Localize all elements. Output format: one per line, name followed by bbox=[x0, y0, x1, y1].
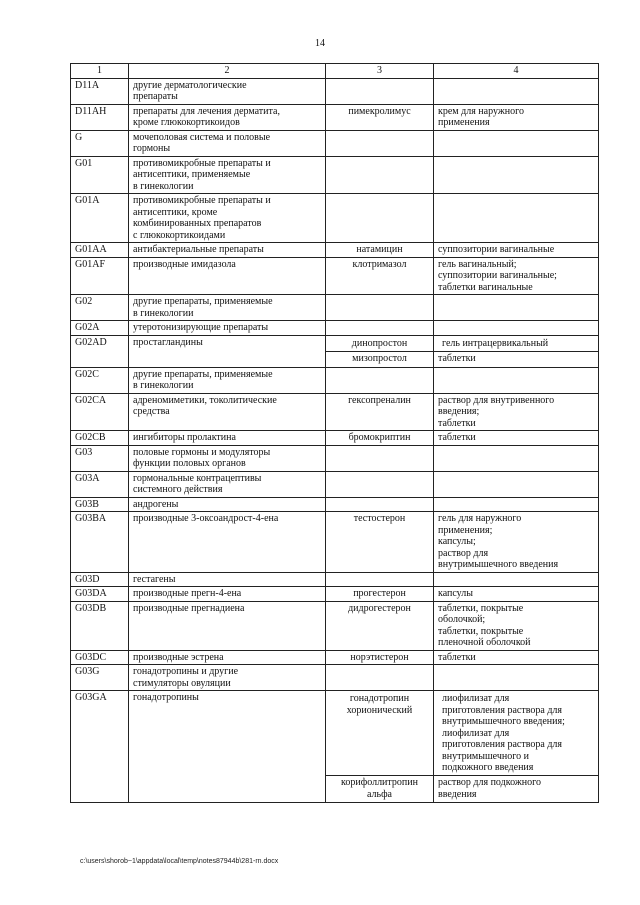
dosage-form-cell bbox=[434, 295, 599, 321]
atc-code-cell: G03G bbox=[71, 665, 129, 691]
dosage-form-line: раствор для подкожного bbox=[438, 777, 541, 788]
group-name-line: производные прегн-4-ена bbox=[133, 588, 242, 599]
table-row bbox=[71, 572, 599, 587]
atc-code-cell: G03DA bbox=[71, 587, 129, 602]
dosage-form-line: лиофилизат для bbox=[442, 693, 510, 704]
inn-line: прогестерон bbox=[353, 588, 406, 599]
dosage-form-line: таблетки bbox=[438, 352, 476, 364]
inn-line: гексопреналин bbox=[348, 394, 411, 406]
dosage-form-cell bbox=[434, 665, 599, 691]
atc-code-cell: G03 bbox=[71, 445, 129, 471]
group-name-line: адреномиметики, токолитические bbox=[133, 394, 277, 406]
group-name-line: антисептики, кроме bbox=[133, 206, 218, 218]
group-name-line: мочеполовая система и половые bbox=[133, 131, 271, 143]
dosage-form-entry bbox=[438, 337, 594, 351]
dosage-form-cell bbox=[434, 194, 599, 243]
inn-line: динопростон bbox=[351, 337, 408, 349]
dosage-form-line: капсулы; bbox=[438, 536, 476, 547]
dosage-form-cell bbox=[434, 587, 599, 602]
dosage-form-cell bbox=[434, 650, 599, 665]
dosage-form-line: оболочкой; bbox=[438, 614, 486, 625]
table-row bbox=[71, 431, 599, 446]
group-name-line: функции половых органов bbox=[133, 458, 246, 469]
inn-cell bbox=[326, 321, 434, 336]
dosage-form-line: лиофилизат для bbox=[442, 727, 510, 739]
inn-entry bbox=[330, 588, 429, 600]
inn-cell bbox=[326, 497, 434, 512]
column-header-2: 2 bbox=[129, 64, 326, 79]
inn-line: бромокриптин bbox=[348, 432, 411, 443]
inn-entry bbox=[330, 244, 429, 256]
dosage-form-cell bbox=[434, 512, 599, 573]
dosage-form-line: таблетки вагинальные bbox=[438, 281, 533, 293]
inn-cell bbox=[326, 156, 434, 194]
dosage-form-line: внутримышечного введения bbox=[438, 559, 559, 570]
inn-cell bbox=[326, 587, 434, 602]
dosage-form-entry bbox=[438, 652, 594, 664]
dosage-form-line: капсулы bbox=[438, 588, 473, 599]
table-row bbox=[71, 471, 599, 497]
group-name-cell bbox=[129, 393, 326, 431]
group-name-line: производные эстрена bbox=[133, 651, 224, 663]
dosage-form-entry bbox=[434, 351, 598, 366]
group-name-cell bbox=[129, 691, 326, 803]
group-name-line: антибактериальные препараты bbox=[133, 244, 264, 255]
atc-code-cell: G03A bbox=[71, 471, 129, 497]
inn-line: мизопростол bbox=[352, 352, 407, 364]
dosage-form-line: раствор для bbox=[438, 547, 489, 559]
dosage-form-line: таблетки bbox=[438, 651, 476, 663]
group-name-cell bbox=[129, 471, 326, 497]
group-name-cell bbox=[129, 601, 326, 650]
dosage-form-cell bbox=[434, 243, 599, 258]
dosage-form-line: введения bbox=[438, 788, 477, 800]
inn-cell bbox=[326, 650, 434, 665]
group-name-line: другие дерматологические bbox=[133, 79, 247, 91]
group-name-cell bbox=[129, 587, 326, 602]
inn-entry bbox=[330, 337, 429, 351]
inn-cell bbox=[326, 431, 434, 446]
inn-line: норэтистерон bbox=[350, 651, 409, 663]
inn-line: альфа bbox=[367, 788, 392, 800]
group-name-cell bbox=[129, 156, 326, 194]
group-name-line: комбинированных препаратов bbox=[133, 218, 262, 229]
group-name-line: половые гормоны и модуляторы bbox=[133, 446, 271, 458]
dosage-form-line: крем для наружного bbox=[438, 105, 524, 117]
table-row bbox=[71, 512, 599, 573]
inn-line: тестостерон bbox=[353, 513, 406, 524]
atc-code-cell: G02CA bbox=[71, 393, 129, 431]
inn-entry bbox=[330, 395, 429, 407]
atc-code-cell: G03DC bbox=[71, 650, 129, 665]
group-name-cell bbox=[129, 650, 326, 665]
group-name-line: стимуляторы овуляции bbox=[133, 677, 231, 689]
inn-line: клотримазол bbox=[352, 258, 407, 270]
inn-cell bbox=[326, 194, 434, 243]
group-name-line: средства bbox=[133, 406, 170, 417]
group-name-cell bbox=[129, 335, 326, 367]
inn-entry bbox=[330, 513, 429, 525]
dosage-form-cell bbox=[434, 321, 599, 336]
dosage-form-cell bbox=[434, 257, 599, 295]
atc-code-cell: G03DB bbox=[71, 601, 129, 650]
group-name-cell bbox=[129, 257, 326, 295]
table-header-row bbox=[71, 64, 599, 79]
dosage-form-line: введения; bbox=[438, 406, 480, 417]
group-name-cell bbox=[129, 431, 326, 446]
table-row bbox=[71, 156, 599, 194]
inn-entry bbox=[330, 692, 429, 775]
group-name-cell bbox=[129, 295, 326, 321]
group-name-cell bbox=[129, 321, 326, 336]
atc-code-cell: G02C bbox=[71, 367, 129, 393]
group-name-cell bbox=[129, 104, 326, 130]
dosage-form-line: приготовления раствора для bbox=[442, 704, 562, 716]
group-name-line: другие препараты, применяемые bbox=[133, 368, 273, 380]
atc-code-cell: G01A bbox=[71, 194, 129, 243]
group-name-line: кроме глюкокортикоидов bbox=[133, 117, 240, 128]
atc-code-cell: D11A bbox=[71, 78, 129, 104]
inn-cell bbox=[326, 295, 434, 321]
inn-line: гонадотропин bbox=[349, 693, 410, 704]
dosage-form-entry bbox=[434, 775, 598, 801]
dosage-form-entry bbox=[438, 432, 594, 444]
inn-entry bbox=[330, 106, 429, 118]
dosage-form-cell bbox=[434, 78, 599, 104]
dosage-form-cell bbox=[434, 393, 599, 431]
atc-code-cell: G03B bbox=[71, 497, 129, 512]
group-name-line: гестагены bbox=[133, 573, 176, 585]
group-name-line: гонадотропины и другие bbox=[133, 666, 239, 677]
inn-cell bbox=[326, 471, 434, 497]
inn-entry bbox=[326, 351, 433, 366]
group-name-cell bbox=[129, 78, 326, 104]
dosage-form-line: внутримышечного введения; bbox=[442, 716, 565, 727]
table-row bbox=[71, 130, 599, 156]
group-name-line: гормоны bbox=[133, 143, 171, 154]
inn-cell bbox=[326, 367, 434, 393]
table-row bbox=[71, 665, 599, 691]
atc-code-cell: G02 bbox=[71, 295, 129, 321]
table-row bbox=[71, 335, 599, 367]
group-name-line: гормональные контрацептивы bbox=[133, 472, 262, 484]
group-name-line: антисептики, применяемые bbox=[133, 169, 251, 180]
drug-list-table bbox=[70, 63, 599, 803]
table-row bbox=[71, 367, 599, 393]
dosage-form-line: приготовления раствора для bbox=[442, 739, 562, 750]
table-row bbox=[71, 650, 599, 665]
dosage-form-cell bbox=[434, 367, 599, 393]
group-name-line: препараты для лечения дерматита, bbox=[133, 105, 280, 117]
atc-code-cell: G bbox=[71, 130, 129, 156]
inn-cell bbox=[326, 335, 434, 367]
atc-code-cell: G01AA bbox=[71, 243, 129, 258]
dosage-form-cell bbox=[434, 156, 599, 194]
dosage-form-line: таблетки bbox=[438, 432, 476, 443]
atc-code-cell: G03GA bbox=[71, 691, 129, 803]
table-row bbox=[71, 257, 599, 295]
dosage-form-line: подкожного введения bbox=[442, 762, 534, 773]
dosage-form-cell bbox=[434, 497, 599, 512]
dosage-form-entry bbox=[438, 603, 594, 649]
inn-cell bbox=[326, 78, 434, 104]
dosage-form-cell bbox=[434, 431, 599, 446]
inn-cell bbox=[326, 104, 434, 130]
atc-code-cell: G01AF bbox=[71, 257, 129, 295]
table-row bbox=[71, 194, 599, 243]
dosage-form-cell bbox=[434, 691, 599, 803]
dosage-form-line: таблетки bbox=[438, 417, 476, 429]
inn-cell bbox=[326, 572, 434, 587]
table-row bbox=[71, 78, 599, 104]
group-name-line: андрогены bbox=[133, 498, 179, 510]
group-name-line: ингибиторы пролактина bbox=[133, 432, 236, 443]
group-name-cell bbox=[129, 130, 326, 156]
inn-line: натамицин bbox=[356, 244, 403, 255]
table-row bbox=[71, 587, 599, 602]
dosage-form-entry bbox=[438, 259, 594, 294]
dosage-form-cell bbox=[434, 471, 599, 497]
inn-entry bbox=[330, 652, 429, 664]
group-name-line: в гинекологии bbox=[133, 380, 194, 391]
inn-entry bbox=[326, 775, 433, 801]
inn-line: корифоллитропин bbox=[341, 777, 418, 788]
group-name-line: системного действия bbox=[133, 484, 223, 495]
page-number: 14 bbox=[315, 38, 325, 49]
group-name-cell bbox=[129, 243, 326, 258]
group-name-line: противомикробные препараты и bbox=[133, 157, 271, 169]
group-name-line: утеротонизирующие препараты bbox=[133, 322, 269, 333]
dosage-form-entry bbox=[438, 106, 594, 129]
column-header-4: 4 bbox=[434, 64, 599, 79]
dosage-form-entry bbox=[438, 692, 594, 775]
inn-cell bbox=[326, 445, 434, 471]
table-row bbox=[71, 393, 599, 431]
dosage-form-cell bbox=[434, 335, 599, 367]
column-header-1: 1 bbox=[71, 64, 129, 79]
inn-cell bbox=[326, 243, 434, 258]
inn-line: пимекролимус bbox=[348, 105, 411, 117]
file-path-footer: c:\users\shorob~1\appdata\local\temp\notes87944b\281-rn.docx bbox=[80, 858, 279, 865]
atc-code-cell: G01 bbox=[71, 156, 129, 194]
dosage-form-entry bbox=[438, 513, 594, 571]
group-name-cell bbox=[129, 445, 326, 471]
inn-cell bbox=[326, 665, 434, 691]
dosage-form-line: применения; bbox=[438, 524, 493, 536]
dosage-form-cell bbox=[434, 572, 599, 587]
dosage-form-entry bbox=[438, 588, 594, 600]
group-name-cell bbox=[129, 367, 326, 393]
group-name-line: в гинекологии bbox=[133, 180, 194, 192]
group-name-line: препараты bbox=[133, 91, 178, 102]
group-name-line: с глюкокортикоидами bbox=[133, 229, 226, 241]
group-name-line: другие препараты, применяемые bbox=[133, 296, 273, 307]
atc-code-cell: G03BA bbox=[71, 512, 129, 573]
table-row bbox=[71, 691, 599, 803]
group-name-line: противомикробные препараты и bbox=[133, 195, 271, 206]
table-row bbox=[71, 497, 599, 512]
group-name-line: простагландины bbox=[133, 336, 203, 348]
dosage-form-cell bbox=[434, 601, 599, 650]
dosage-form-line: пленочной оболочкой bbox=[438, 637, 531, 648]
table-row bbox=[71, 321, 599, 336]
inn-line: хорионический bbox=[346, 704, 413, 716]
inn-cell bbox=[326, 691, 434, 803]
inn-entry bbox=[330, 603, 429, 615]
column-header-3: 3 bbox=[326, 64, 434, 79]
table-row bbox=[71, 445, 599, 471]
dosage-form-line: суппозитории вагинальные bbox=[438, 244, 555, 255]
dosage-form-cell bbox=[434, 445, 599, 471]
inn-cell bbox=[326, 601, 434, 650]
table-row bbox=[71, 104, 599, 130]
dosage-form-cell bbox=[434, 104, 599, 130]
inn-cell bbox=[326, 257, 434, 295]
group-name-line: гонадотропины bbox=[133, 692, 199, 703]
inn-line: дидрогестерон bbox=[348, 602, 411, 614]
group-name-cell bbox=[129, 572, 326, 587]
inn-entry bbox=[330, 259, 429, 271]
table-row bbox=[71, 243, 599, 258]
group-name-line: производные 3-оксоандрост-4-ена bbox=[133, 513, 279, 524]
table-row bbox=[71, 601, 599, 650]
dosage-form-line: применения bbox=[438, 117, 490, 128]
atc-code-cell: G02AD bbox=[71, 335, 129, 367]
atc-code-cell: D11AH bbox=[71, 104, 129, 130]
dosage-form-line: суппозитории вагинальные; bbox=[438, 270, 557, 281]
inn-cell bbox=[326, 512, 434, 573]
group-name-cell bbox=[129, 512, 326, 573]
dosage-form-line: гель вагинальный; bbox=[438, 258, 517, 270]
inn-cell bbox=[326, 393, 434, 431]
dosage-form-entry bbox=[438, 244, 594, 256]
dosage-form-line: гель интрацервикальный bbox=[442, 337, 549, 349]
atc-code-cell: G02CB bbox=[71, 431, 129, 446]
dosage-form-line: внутримышечного и bbox=[442, 750, 529, 762]
group-name-cell bbox=[129, 194, 326, 243]
group-name-line: производные прегнадиена bbox=[133, 602, 245, 614]
dosage-form-line: таблетки, покрытые bbox=[438, 625, 524, 637]
atc-code-cell: G02A bbox=[71, 321, 129, 336]
inn-cell bbox=[326, 130, 434, 156]
dosage-form-entry bbox=[438, 395, 594, 430]
group-name-cell bbox=[129, 497, 326, 512]
table-body bbox=[71, 78, 599, 803]
dosage-form-line: гель для наружного bbox=[438, 513, 522, 524]
dosage-form-cell bbox=[434, 130, 599, 156]
table-row bbox=[71, 295, 599, 321]
dosage-form-line: таблетки, покрытые bbox=[438, 602, 524, 614]
atc-code-cell: G03D bbox=[71, 572, 129, 587]
dosage-form-line: раствор для внутривенного bbox=[438, 394, 555, 406]
inn-entry bbox=[330, 432, 429, 444]
group-name-line: в гинекологии bbox=[133, 307, 194, 319]
group-name-line: производные имидазола bbox=[133, 258, 236, 270]
group-name-cell bbox=[129, 665, 326, 691]
